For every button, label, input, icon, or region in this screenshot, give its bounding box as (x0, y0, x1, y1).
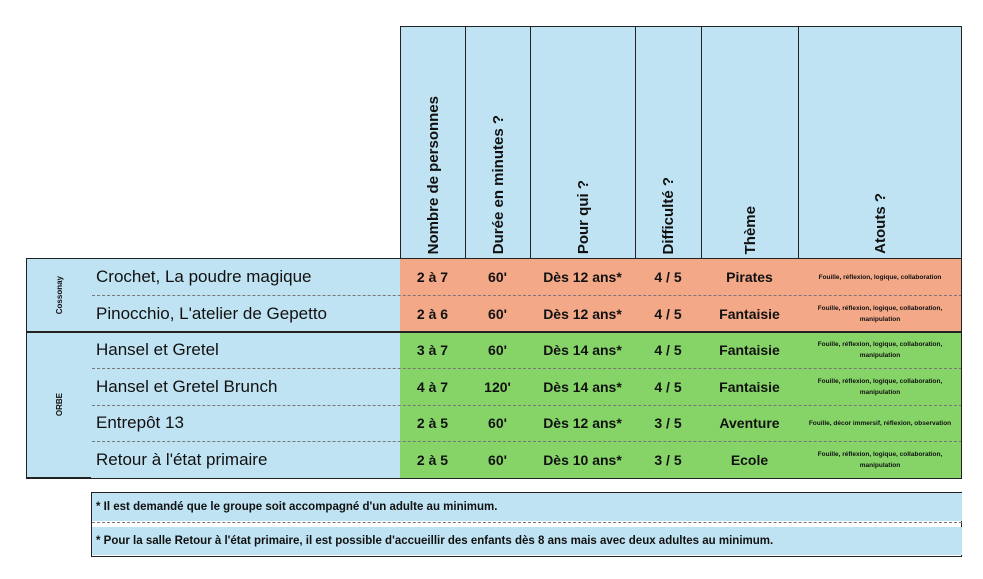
persons-cell: 3 à 7 (400, 332, 466, 368)
difficulty-cell: 3 / 5 (635, 441, 702, 478)
difficulty-cell: 3 / 5 (635, 405, 702, 441)
persons-cell: 2 à 5 (400, 441, 466, 478)
difficulty-cell: 4 / 5 (635, 295, 702, 332)
header-label: Durée en minutes ? (489, 114, 507, 254)
header-label: Pour qui ? (574, 179, 592, 254)
difficulty-cell: 4 / 5 (635, 332, 702, 368)
for-whom-cell: Dès 14 ans* (530, 332, 636, 368)
theme-cell: Fantaisie (701, 368, 799, 405)
header-atouts (798, 26, 962, 259)
room-name: Entrepôt 13 (91, 405, 401, 441)
row-separator (92, 368, 962, 369)
difficulty-cell: 4 / 5 (635, 368, 702, 405)
theme-cell: Aventure (701, 405, 799, 441)
location-label: Cossonay (54, 275, 64, 315)
row-separator (92, 441, 962, 442)
atouts-line-2: manipulation (859, 461, 901, 469)
atouts-cell (798, 332, 962, 368)
atouts-line-1: Fouille, réflexion, logique, collaboration, (817, 304, 943, 312)
header-label: Nombre de personnes (424, 95, 442, 254)
location-label: ORBE (54, 392, 64, 417)
duration-cell: 60' (465, 295, 531, 332)
for-whom-cell: Dès 14 ans* (530, 368, 636, 405)
location-orbe (26, 331, 92, 478)
room-name: Hansel et Gretel (91, 332, 401, 368)
duration-cell: 60' (465, 405, 531, 441)
room-name: Pinocchio, L'atelier de Gepetto (91, 295, 401, 332)
header-theme (701, 26, 799, 259)
persons-cell: 2 à 5 (400, 405, 466, 441)
atouts-line-1: Fouille, réflexion, logique, collaboration, (817, 450, 943, 458)
location-cossonay (26, 258, 92, 332)
theme-cell: Ecole (701, 441, 799, 478)
for-whom-cell: Dès 10 ans* (530, 441, 636, 478)
room-name: Retour à l'état primaire (91, 441, 401, 478)
room-name: Crochet, La poudre magique (91, 259, 401, 295)
duration-cell: 60' (465, 332, 531, 368)
atouts-line-1: Fouille, réflexion, logique, collaboration, (817, 377, 943, 385)
header-label: Thème (741, 205, 759, 254)
atouts-line-1: Fouille, décor immersif, réflexion, observation (808, 419, 952, 427)
row-separator (92, 295, 962, 296)
header-label: Atouts ? (871, 193, 889, 254)
atouts-line-1: Fouille, réflexion, logique, collaboration (818, 273, 942, 281)
theme-cell: Fantaisie (701, 295, 799, 332)
atouts-cell (798, 368, 962, 405)
atouts-line-1: Fouille, réflexion, logique, collaboration, (817, 341, 943, 348)
persons-cell: 2 à 7 (400, 259, 466, 295)
difficulty-cell: 4 / 5 (635, 259, 702, 295)
atouts-cell (798, 259, 962, 295)
atouts-cell (798, 405, 962, 441)
row-separator (92, 405, 962, 406)
theme-cell: Pirates (701, 259, 799, 295)
header-for-whom (530, 26, 636, 259)
atouts-cell (798, 295, 962, 332)
note-line: * Pour la salle Retour à l'état primaire, il est possible d'accueillir des enfants dès 8 ans mais avec deux adultes au minimum. (92, 527, 962, 555)
header-difficulty (635, 26, 702, 259)
note-line: * Il est demandé que le groupe soit accompagné d'un adulte au minimum. (92, 493, 962, 521)
atouts-line-2: manipulation (859, 315, 901, 323)
for-whom-cell: Dès 12 ans* (530, 259, 636, 295)
header-persons (400, 26, 466, 259)
atouts-line-2: manipulation (859, 388, 901, 396)
persons-cell: 2 à 6 (400, 295, 466, 332)
for-whom-cell: Dès 12 ans* (530, 295, 636, 332)
duration-cell: 60' (465, 441, 531, 478)
for-whom-cell: Dès 12 ans* (530, 405, 636, 441)
theme-cell: Fantaisie (701, 332, 799, 368)
atouts-line-2: manipulation (859, 352, 901, 359)
atouts-cell (798, 441, 962, 478)
note-separator (92, 522, 962, 523)
header-duration (465, 26, 531, 259)
header-label: Difficulté ? (660, 176, 677, 254)
room-name: Hansel et Gretel Brunch (91, 368, 401, 405)
duration-cell: 120' (465, 368, 531, 405)
duration-cell: 60' (465, 259, 531, 295)
persons-cell: 4 à 7 (400, 368, 466, 405)
